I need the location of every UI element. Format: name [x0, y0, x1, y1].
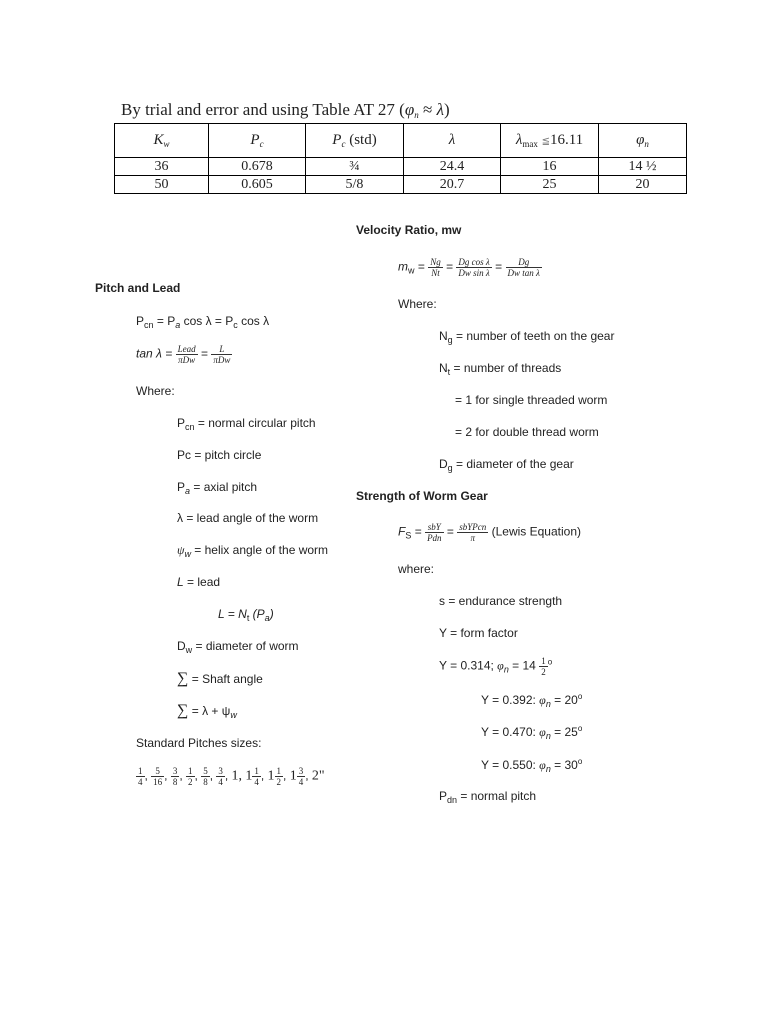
- fraction: $\frac{5}{8}$: [203, 766, 208, 787]
- y-value-2: Y = 0.392: $\varphi_n = 20^o$: [481, 692, 583, 709]
- lead-definition: L = lead: [177, 575, 221, 589]
- table-header-row: [115, 124, 687, 158]
- fraction: $\frac{\text{sbY}}{\text{Pdn}}$: [427, 522, 442, 543]
- table-header-pc: $P_c$: [209, 124, 306, 158]
- y-definition: Y = form factor: [439, 626, 518, 640]
- dg-definition: $D_g$ = diameter of the gear: [439, 457, 574, 473]
- s-definition: s = endurance strength: [439, 594, 563, 608]
- fraction: $\frac{1}{4}$: [254, 766, 259, 787]
- table-cell: 20: [599, 176, 687, 194]
- fraction: $\frac{Ng}{Nt}$: [430, 257, 441, 278]
- tan-lambda-equation: tan λ = $\frac{\text{Lead}}{\text{πDw}}$ = $\frac{L}{\text{πDw}}$: [136, 344, 231, 365]
- table-cell: 14 ½: [599, 158, 687, 176]
- fraction: $\frac{1}{2}$: [541, 656, 546, 677]
- fraction: $\frac{Dg}{\text{Dw tan λ}}$: [507, 257, 540, 278]
- fraction: $\frac{1}{4}$: [138, 766, 143, 787]
- velocity-where: Where:: [398, 297, 437, 311]
- fraction: $\frac{3}{4}$: [298, 766, 304, 787]
- fraction: $\frac{1}{2}$: [276, 766, 282, 787]
- table-cell: 0.678: [209, 158, 306, 176]
- pitch-where: Where:: [136, 384, 175, 398]
- double-thread-note: = 2 for double thread worm: [455, 425, 599, 439]
- pitch-lead-heading: Pitch and Lead: [95, 281, 181, 295]
- table-cell: ¾: [306, 158, 404, 176]
- y-value-4: Y = 0.550: $\varphi_n = 30^o$: [481, 757, 583, 774]
- table-header-lambda-max: $\lambda_{max}$ ≦16.11: [501, 124, 599, 158]
- strength-heading: Strength of Worm Gear: [356, 489, 488, 503]
- fraction: $\frac{3}{8}$: [172, 766, 178, 787]
- fraction: $\frac{1}{2}$: [188, 766, 193, 787]
- table-cell: 50: [115, 176, 209, 194]
- y-value-1: Y = 0.314; $\varphi_n = 14$ $\frac{1}{2}$ $^o$: [439, 656, 553, 677]
- table-header-kw: $K_w$: [115, 124, 209, 158]
- fraction: $\frac{\text{sbYPcn}}{\pi}$: [459, 522, 487, 543]
- lead-equation: $L = N_t$ $(P_a)$: [218, 607, 274, 623]
- lewis-equation: $F_S$ = $\frac{\text{sbY}}{\text{Pdn}}$ = $\frac{\text{sbYPcn}}{\pi}$ (Lewis Equation): [398, 522, 581, 543]
- table-header-lambda: λ: [404, 124, 501, 158]
- pdn-definition: $P_{dn}$ = normal pitch: [439, 789, 537, 805]
- standard-pitches-list: $\frac{1}{4}$ , $\frac{5}{16}$ , $\frac{3}{8}$ , $\frac{1}{2}$ , $\frac{5}{8}$ , $\frac{3}{4}$ , 1, 1 $\frac{1}{4}$ , 1 $\frac{1}{2}$ , 1 $\frac{3}{4}$ , 2": [138, 766, 325, 787]
- pitch-table: [114, 123, 687, 194]
- fraction: $\frac{3}{4}$: [218, 766, 223, 787]
- fraction: $\frac{L}{\text{πDw}}$: [213, 344, 231, 365]
- fraction: $\frac{\text{Lead}}{\text{πDw}}$: [177, 344, 196, 365]
- pa-definition: $P_a$ = axial pitch: [177, 480, 258, 496]
- table-cell: 20.7: [404, 176, 501, 194]
- fraction: $\frac{5}{16}$: [153, 766, 163, 787]
- strength-where: where:: [398, 562, 435, 576]
- table-cell: 36: [115, 158, 209, 176]
- lambda-definition: λ = lead angle of the worm: [177, 511, 319, 525]
- dw-definition: $D_w$ = diameter of worm: [177, 639, 299, 655]
- fraction: $\frac{\text{Dg cos λ}}{\text{Dw sin λ}}$: [458, 257, 490, 278]
- pitch-equation: $P_{cn} = P_a$ $\cos \lambda = P_c$ cos λ: [136, 314, 270, 330]
- table-cell: 5/8: [306, 176, 404, 194]
- y-value-3: Y = 0.470: $\varphi_n = 25^o$: [481, 724, 583, 741]
- single-thread-note: = 1 for single threaded worm: [455, 393, 608, 407]
- ng-definition: $N_g$ = number of teeth on the gear: [439, 329, 615, 345]
- table-cell: 0.605: [209, 176, 306, 194]
- table-cell: 24.4: [404, 158, 501, 176]
- velocity-ratio-equation: $m_w$ = $\frac{Ng}{Nt}$ = $\frac{\text{Dg cos λ}}{\text{Dw sin λ}}$ = $\frac{Dg}{\text{Dw tan λ}}$: [398, 257, 540, 278]
- table-title: By trial and error and using Table AT 27 $(\varphi_n \approx \lambda)$: [121, 100, 450, 120]
- standard-pitches-heading: Standard Pitches sizes:: [136, 736, 262, 750]
- table-header-phi: $\varphi_n$: [599, 124, 687, 158]
- shaft-angle-equation: ∑ = $\lambda + \psi_w$: [177, 702, 237, 720]
- table-row: [115, 176, 687, 194]
- shaft-angle-definition: ∑ = Shaft angle: [177, 670, 263, 687]
- nt-definition: $N_t$ = number of threads: [439, 361, 562, 377]
- table-cell: 16: [501, 158, 599, 176]
- table-row: [115, 158, 687, 176]
- velocity-ratio-heading: Velocity Ratio, mw: [356, 223, 462, 237]
- table-cell: 25: [501, 176, 599, 194]
- pc-definition: Pc = pitch circle: [177, 448, 262, 462]
- table-header-pc-std: $P_c$ (std): [306, 124, 404, 158]
- pcn-definition: $P_{cn}$ = normal circular pitch: [177, 416, 316, 432]
- psi-definition: $\psi_w$ = helix angle of the worm: [177, 543, 329, 559]
